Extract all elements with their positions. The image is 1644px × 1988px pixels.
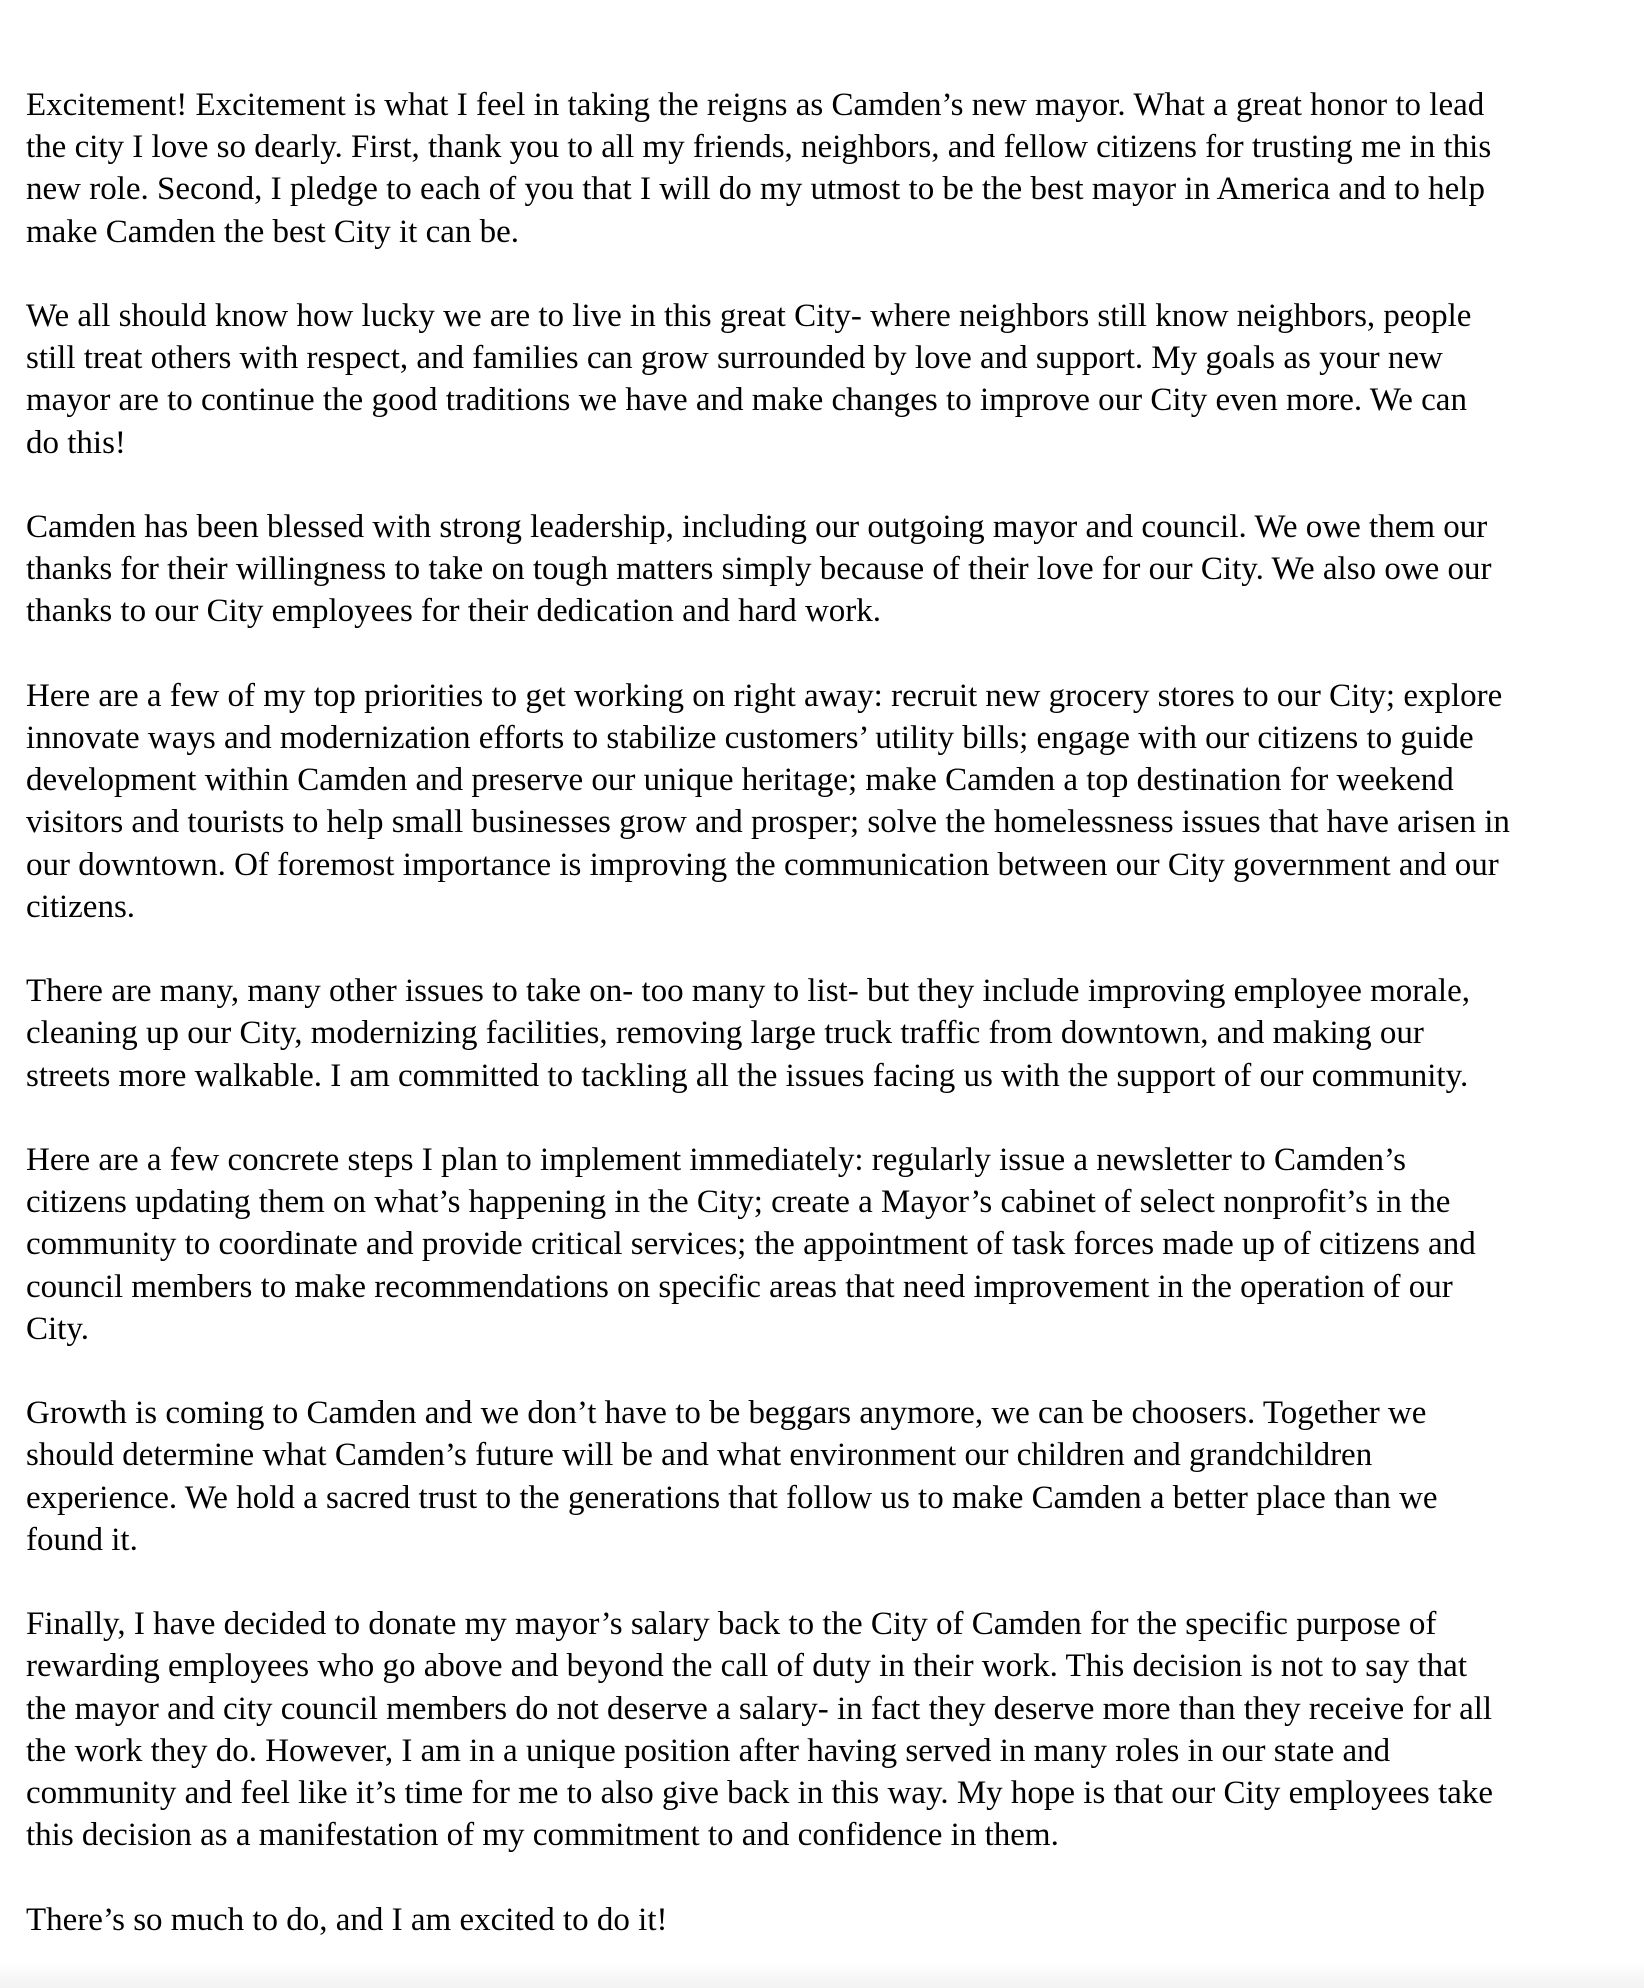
paragraph-lucky-city: We all should know how lucky we are to live in this great City- where neighbors still know neighbors, people still treat others with respect, and families can grow surrounded by love and support. My goals as your new mayor are to continue the good traditions we have and make changes to improve our City even more. We can do this! — [26, 298, 1472, 461]
paragraph-salary-donation: Finally, I have decided to donate my mayor’s salary back to the City of Camden for the specific purpose of rewarding employees who go above and beyond the call of duty in their work. This decision is not to say that the mayor and city council members do not deserve a salary- in fact they deserve more than they receive for all the work they do. However, I am in a unique position after having served in many roles in our state and community and feel like it’s time for me to also give back in this way. My hope is that our City employees take this decision as a manifestation of my commitment to and confidence in them. — [26, 1606, 1493, 1854]
paragraph-concrete-steps: Here are a few concrete steps I plan to implement immediately: regularly issue a newsletter to Camden’s citizens updating them on what’s happening in the City; create a Mayor’s cabinet of select nonprofit’s in the community to coordinate and provide critical services; the appointment of task forces made up of citizens and council members to make recommendations on specific areas that need improvement in the operation of our City. — [26, 1142, 1476, 1347]
letter-body — [26, 84, 1626, 1941]
paragraph-growth: Growth is coming to Camden and we don’t have to be beggars anymore, we can be choosers. Together we should determine what Camden’s future will be and what environment our children and grandchildren experience. We hold a sacred trust to the generations that follow us to make Camden a better place than we found it. — [26, 1395, 1438, 1558]
paragraph-closing: There’s so much to do, and I am excited to do it! — [26, 1901, 668, 1938]
page-bottom-edge — [0, 1962, 1644, 1988]
paragraph-top-priorities: Here are a few of my top priorities to get working on right away: recruit new grocery stores to our City; explore innovate ways and modernization efforts to stabilize customers’ utility bills; engage with our citizens to guide development within Camden and preserve our unique heritage; make Camden a top destination for weekend visitors and tourists to help small businesses grow and prosper; solve the homelessness issues that have arisen in our downtown. Of foremost importance is improving the communication between our City government and our citizens. — [26, 677, 1510, 925]
paragraph-other-issues: There are many, many other issues to take on- too many to list- but they include improving employee morale, cleaning up our City, modernizing facilities, removing large truck traffic from downtown, and making our streets more walkable. I am committed to tackling all the issues facing us with the support of our community. — [26, 973, 1470, 1094]
paragraph-excitement: Excitement! Excitement is what I feel in taking the reigns as Camden’s new mayor. What a great honor to lead the city I love so dearly. First, thank you to all my friends, neighbors, and fellow citizens for trusting me in this new role. Second, I pledge to each of you that I will do my utmost to be the best mayor in America and to help make Camden the best City it can be. — [26, 87, 1492, 250]
paragraph-leadership-thanks: Camden has been blessed with strong leadership, including our outgoing mayor and council. We owe them our thanks for their willingness to take on tough matters simply because of their love for our City. We also owe our thanks to our City employees for their dedication and hard work. — [26, 509, 1492, 630]
